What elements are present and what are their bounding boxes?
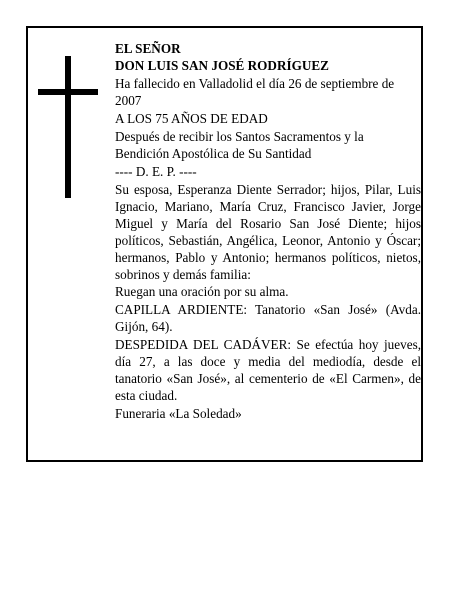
funeral-home-line: Funeraria «La Soledad» <box>115 406 242 421</box>
cross-vertical-bar <box>65 56 71 198</box>
age-line: A LOS 75 AÑOS DE EDAD <box>115 111 268 126</box>
title-line-1: EL SEÑOR <box>115 41 181 56</box>
prayer-line: Ruegan una oración por su alma. <box>115 284 289 299</box>
notice-text <box>115 40 421 422</box>
cross-horizontal-bar <box>38 89 98 95</box>
cross-icon <box>38 56 98 198</box>
sacraments-line: Después de recibir los Santos Sacramentos y la Bendición Apostólica de Su Santidad <box>115 129 364 161</box>
chapel-line: CAPILLA ARDIENTE: Tanatorio «San José» (Avda. Gijón, 64). <box>115 302 421 334</box>
title-line-2: DON LUIS SAN JOSÉ RODRÍGUEZ <box>115 58 329 73</box>
death-announcement: Ha fallecido en Valladolid el día 26 de septiembre de 2007 <box>115 76 395 108</box>
family-list: Su esposa, Esperanza Diente Serrador; hijos, Pilar, Luis Ignacio, Mariano, María Cruz, Francisco Javier, Jorge Miguel y María del Rosario San José Diente; hijos políticos, Sebastián, Angélica, Leonor, Antonio y Óscar; hermanos, Pablo y Antonio; hermanos políticos, nietos, sobrinos y demás familia: <box>115 182 421 282</box>
obituary-notice <box>26 26 423 462</box>
farewell-line: DESPEDIDA DEL CADÁVER: Se efectúa hoy jueves, día 27, a las doce y media del mediodía, desde el tanatorio «San José», al cementerio de «El Carmen», de esta ciudad. <box>115 337 421 403</box>
rip-line: ---- D. E. P. ---- <box>115 164 197 179</box>
